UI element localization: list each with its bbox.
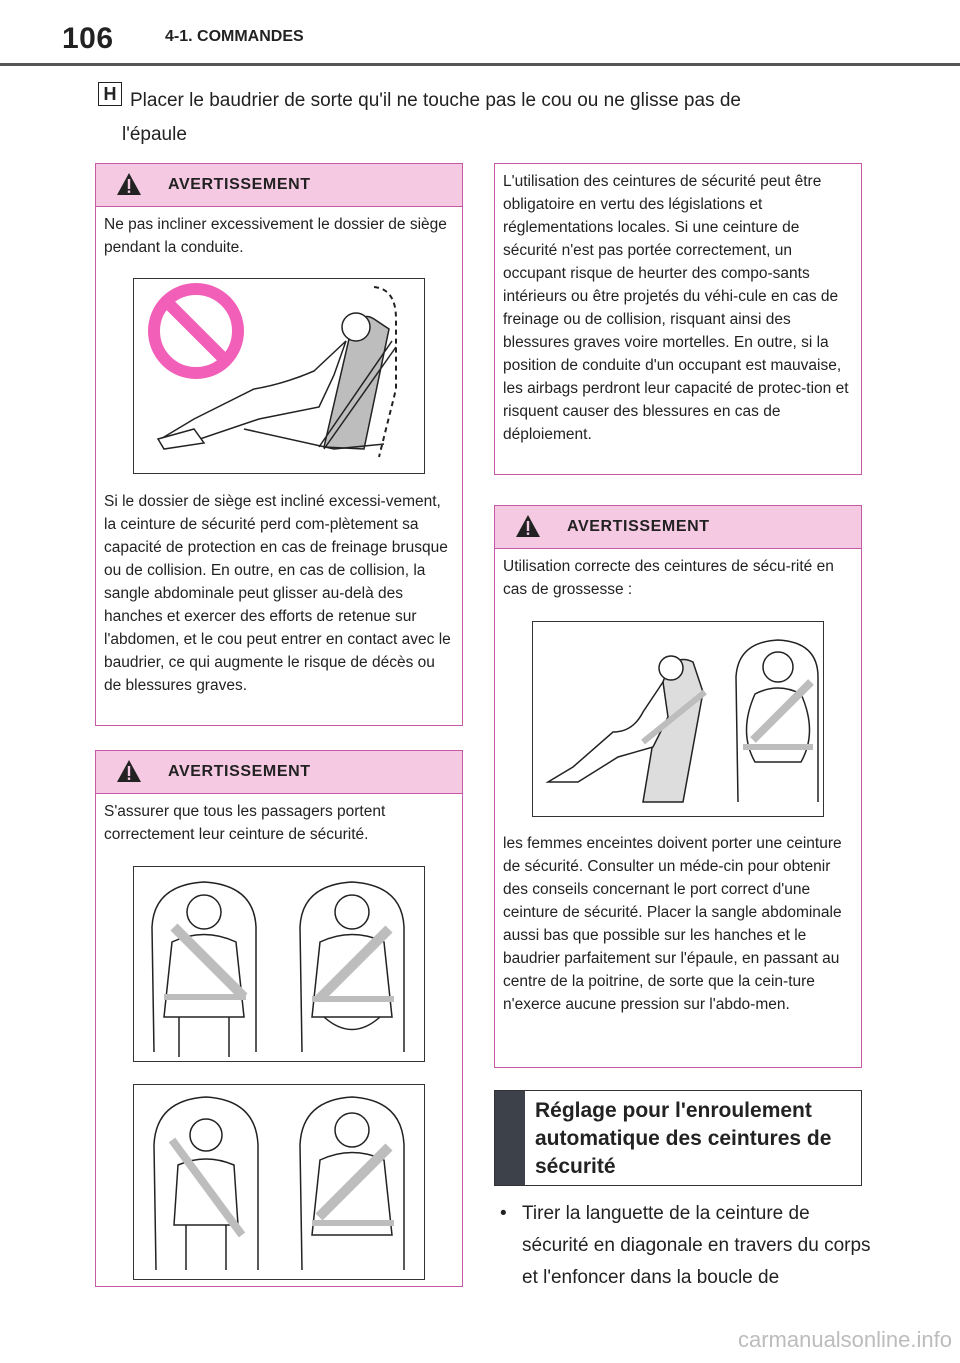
warning-text-detail: Si le dossier de siège est incliné excessi-vement, la ceinture de sécurité perd com-plètement sa capacité de protection en cas de freinage brusque ou de collision. En outre, en cas de collision, la sangle abdominale peut glisser au-delà des hanches et exercer des efforts de retenue sur l'abdomen, et le cou peut entrer en contact avec le baudrier, ce qui augmente le risque de décès ou de blessures graves.	[104, 493, 451, 694]
step-text-line1: Placer le baudrier de sorte qu'il ne touche pas le cou ou ne glisse pas de	[130, 90, 741, 111]
step-marker: H	[98, 82, 122, 106]
warning-box-continued	[494, 163, 862, 475]
section-heading-bar	[495, 1091, 525, 1185]
belted-adults-illustration	[133, 866, 425, 1062]
step-text	[122, 84, 850, 152]
warning-header	[96, 751, 462, 794]
page-number: 106	[62, 22, 114, 55]
warning-text-intro: Ne pas incliner excessivement le dossier de siège pendant la conduite.	[104, 216, 447, 256]
warning-triangle-icon	[515, 514, 541, 538]
warning-box-all-passengers	[95, 750, 463, 1287]
reclined-seat-drawing	[134, 279, 423, 472]
instruction-bullet	[500, 1198, 880, 1294]
warning-text: S'assurer que tous les passagers portent correctement leur ceinture de sécurité.	[104, 803, 386, 843]
prohibition-icon	[154, 289, 238, 373]
section-heading-text: Réglage pour l'enroulement automatique des ceintures de sécurité	[535, 1099, 832, 1178]
chapter-title: 4-1. COMMANDES	[165, 28, 304, 45]
bullet-mark: •	[500, 1203, 507, 1224]
section-heading	[494, 1090, 862, 1186]
header-rule	[0, 63, 960, 66]
warning-text-intro: Utilisation correcte des ceintures de sécu-rité en cas de grossesse :	[503, 558, 834, 598]
step-text-line2: l'épaule	[122, 124, 187, 145]
reclined-seat-illustration	[133, 278, 425, 474]
warning-triangle-icon	[116, 172, 142, 196]
warning-text-legal: L'utilisation des ceintures de sécurité peut être obligatoire en vertu des législations et réglementations locales. Si une ceinture de sécurité n'est pas portée correctement, un occupant risque de heurter des compo-sants intérieurs ou être projetés du véhi-cule en cas de freinage ou de collision, risquant ainsi des blessures graves voire mortelles. En outre, si la position de conduite d'un occupant est mauvaise, les airbags perdront leur capacité de protec-tion et risquent causer des blessures en cas de déploiement.	[503, 173, 849, 443]
warning-header	[495, 506, 861, 549]
warning-box-reclined-seat	[95, 163, 463, 726]
pregnancy-belt-illustration	[532, 621, 824, 817]
footer-watermark: carmanualsonline.info	[737, 1327, 952, 1352]
warning-title: AVERTISSEMENT	[168, 176, 311, 193]
warning-header	[96, 164, 462, 207]
warning-text-detail: les femmes enceintes doivent porter une ceinture de sécurité. Consulter un méde-cin pour obtenir des conseils concernant le port correct d'une ceinture de sécurité. Placer la sangle abdominale aussi bas que possible sur les hanches et le baudrier parfaitement sur l'épaule, en passant au centre de la poitrine, de sorte que la cein-ture n'exerce aucune pression sur l'abdo-men.	[503, 835, 842, 1013]
belted-adults-drawing	[134, 867, 423, 1060]
warning-box-pregnancy	[494, 505, 862, 1068]
bullet-text: Tirer la languette de la ceinture de sécurité en diagonale en travers du corps et l'enfoncer dans la boucle de	[522, 1203, 871, 1288]
warning-triangle-icon	[116, 759, 142, 783]
warning-title: AVERTISSEMENT	[168, 763, 311, 780]
belted-child-woman-illustration	[133, 1084, 425, 1280]
warning-title: AVERTISSEMENT	[567, 518, 710, 535]
belted-child-woman-drawing	[134, 1085, 423, 1278]
pregnancy-belt-drawing	[533, 622, 822, 815]
